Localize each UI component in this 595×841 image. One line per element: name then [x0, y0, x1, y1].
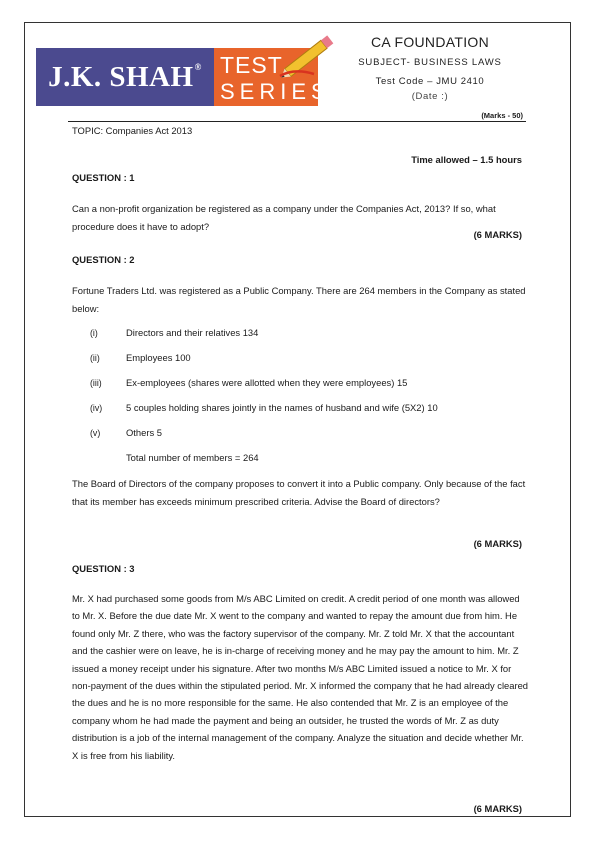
member-item-number: (iii) — [90, 378, 102, 388]
test-date: (Date :) — [411, 91, 449, 102]
logo-registered-mark: ® — [194, 62, 202, 72]
question-3-marks: (6 MARKS) — [473, 803, 522, 814]
question-3-text: Mr. X had purchased some goods from M/s ABC Limited on credit. A credit period of one month was allowed to Mr. X. Before the due date Mr. X went to the company and wanted to repay the amount due from him. He found only Mr. Z there, who was the factory supervisor of the company. Mr. Z told Mr. X that the accountant and the cashier were on leave, he is in-charge of receiving money and he may pay the amount to him. Mr. Z issued a money receipt under his signature. After two months M/s ABC Limited issued a notice to Mr. X for non-payment of the dues within the stipulated period. Mr. X informed the company that he had already cleared the dues and he is no more responsible for the same. He also contended that Mr. Z is an employee of the company whom he had made the payment and being an outsider, he trusted the words of Mr. Z as duty distribution is a job of the internal management of the company. Analyze the situation and decide whether Mr. X is free from his liability. — [72, 593, 529, 761]
test-code: Test Code – JMU 2410 — [375, 76, 485, 87]
question-1-marks: (6 MARKS) — [473, 229, 522, 240]
question-3-heading: QUESTION : 3 — [72, 563, 135, 574]
member-item-text: Employees 100 — [126, 352, 191, 363]
topic-line: TOPIC: Companies Act 2013 — [72, 125, 193, 136]
member-item-number: (i) — [90, 328, 98, 338]
header-divider — [68, 121, 526, 122]
member-item-number: (ii) — [90, 353, 100, 363]
question-2-marks: (6 MARKS) — [473, 538, 522, 549]
logo-test-text: TEST — [220, 52, 283, 78]
logo-brand-block — [36, 48, 214, 106]
total-marks: (Marks - 50) — [481, 111, 523, 120]
logo-series-text: SERIES — [220, 79, 331, 104]
logo-brand-text: J.K. SHAH — [48, 60, 194, 93]
question-1-heading: QUESTION : 1 — [72, 172, 135, 183]
member-item-text: 5 couples holding shares jointly in the names of husband and wife (5X2) 10 — [126, 402, 438, 413]
jk-shah-test-series-logo — [36, 48, 331, 106]
question-2-heading: QUESTION : 2 — [72, 254, 135, 265]
question-2-text: The Board of Directors of the company proposes to convert it into a Public company. Only because of the fact that its member has exceeds minimum prescribed criteria. Advise the Board of directors? — [72, 478, 526, 507]
time-allowed: Time allowed – 1.5 hours — [411, 154, 522, 165]
course-title: CA FOUNDATION — [371, 34, 489, 50]
member-item-text: Directors and their relatives 134 — [126, 327, 259, 338]
member-item-text: Others 5 — [126, 427, 162, 438]
subject-line: SUBJECT- BUSINESS LAWS — [358, 57, 502, 68]
question-1-text: Can a non-profit organization be registered as a company under the Companies Act, 2013? If so, what procedure does it have to adopt? — [72, 203, 496, 232]
member-item-number: (iv) — [90, 403, 103, 413]
question-2-intro: Fortune Traders Ltd. was registered as a Public Company. There are 264 members in the Company as stated below: — [72, 285, 526, 314]
member-item-text: Ex-employees (shares were allotted when they were employees) 15 — [126, 377, 408, 388]
member-total: Total number of members = 264 — [126, 452, 259, 463]
member-item-number: (v) — [90, 428, 101, 438]
